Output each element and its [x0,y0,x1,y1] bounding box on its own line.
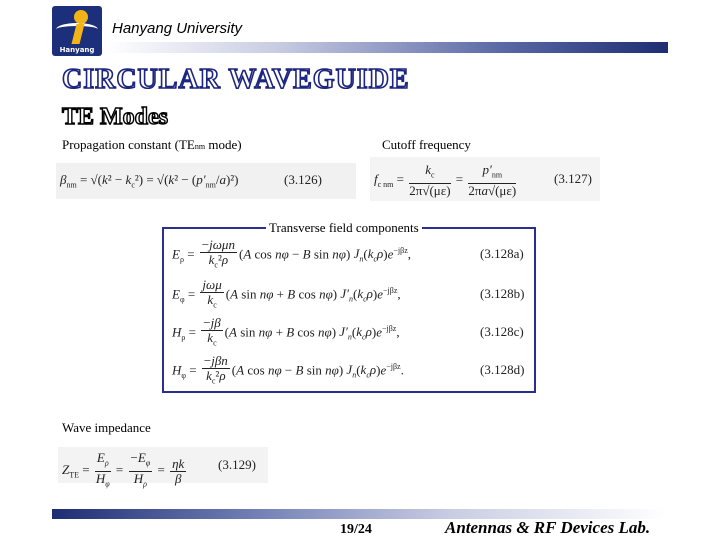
lab-name: Antennas & RF Devices Lab. [445,518,651,537]
slide-title: CIRCULAR WAVEGUIDE [62,64,410,95]
university-logo [52,6,102,56]
equation-tag: (3.129) [218,457,256,472]
propagation-equation: $\beta_{nm} = √(k^2 - k_c^2) = √(k^2 - (p'_{nm}/a)^2)$ (3.126) [56,163,356,199]
page-number: 19/24 [340,522,372,537]
cutoff-equation: $f_{c nm}$ = $\frac{k_c}{2\pi√(\mu\varepsilon)}$ = $\frac{p'_{nm}}{2\pi a√(\mu\varepsilon)}$ (3.127) [370,157,600,201]
wave-impedance-label: Wave impedance [62,420,151,435]
transverse-fields-label: Transverse field components [266,220,422,236]
equation-tag: (3.128d) [480,362,525,377]
propagation-label: Propagation constant (TEnm mode) [62,137,242,152]
field-equation-h-rho: $H_\rho$ = $\frac{-j\beta}{k_c}$ (A sin nφ + B cos nφ) $J'_n(k_c\rho)e^{-j\beta z}$, (3.128c) [172,315,524,348]
field-equation-e-phi: $E_\varphi$ = $\frac{\text{jωμ}}{k_c}$ (A sin nφ + B cos nφ) $J'_n(k_c\rho)e^{-j\beta z}$, (3.128b) [172,277,525,310]
equation-tag: (3.127) [554,171,592,186]
equation-tag: (3.128c) [480,324,524,339]
equation-tag: (3.128b) [480,286,525,301]
field-equation-h-phi: $H_\varphi$ = $\frac{\text{−jβn}}{k_c^2\rho}$ (A cos nφ − B sin nφ) $J_n(k_c\rho)e^{-j\beta z}$. (3.128d) [172,353,525,386]
equation-tag: (3.126) [284,172,322,187]
cutoff-label: Cutoff frequency [382,137,471,152]
logo-text: Hanyang [59,46,95,54]
header-bar [106,42,668,53]
slide-subtitle: TE Modes [62,104,169,130]
mode-subscript: nm [194,142,206,151]
equation-tag: (3.128a) [480,246,524,261]
university-name: Hanyang University [112,20,243,37]
wave-impedance-equation: $Z_{TE}$ = $\frac{E_\rho}{H_\varphi}$ = $\frac{-E_\varphi}{H_\rho}$ = $\frac{\eta k}{\beta}$ (3.129) [58,447,268,483]
field-equation-e-rho: $E_\rho$ = $\frac{\text{−jωμn}}{k_c^2\rho}$ (A cos nφ − B sin nφ) $J_n(k_c\rho)e^{-j\beta z}$, (3.128a) [172,237,524,270]
